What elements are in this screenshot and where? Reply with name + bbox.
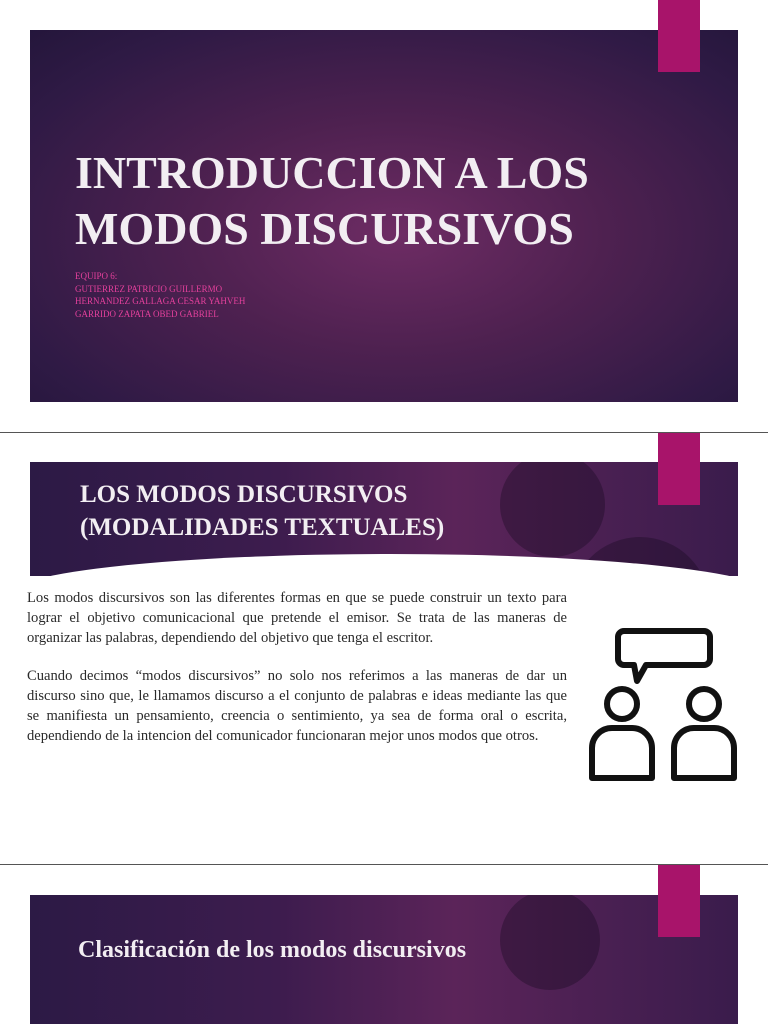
team-member: GARRIDO ZAPATA OBED GABRIEL — [75, 308, 219, 319]
team-member: HERNANDEZ GALLAGA CESAR YAHVEH — [75, 296, 246, 306]
team-label: EQUIPO 6: — [75, 271, 118, 281]
paragraph: Los modos discursivos son las diferentes formas en que se puede construir un texto para lograr el objetivo comunicacional que pretende el emisor. Se trata de las maneras de organizar las palabras, dependiendo del objetivo que tenga el escritor. — [27, 590, 567, 647]
paragraph: Cuando decimos “modos discursivos” no solo nos referimos a las maneras de dar un discurso sino que, le llamamos discurso a el conjunto de palabras e ideas mediante las que se manifiesta un pensamiento, creencia o sentimiento, ya sea de forma oral o escrita, dependiendo de la intencion del comunicador funcionaran mejor unos modos que otros. — [27, 667, 567, 745]
title-slide — [0, 0, 768, 432]
team-member: GUTIERREZ PATRICIO GUILLERMO — [75, 283, 223, 294]
slide-heading: Clasificación de los modos discursivos — [78, 937, 467, 963]
title-line: MODOS DISCURSIVOS — [75, 203, 574, 254]
conversation-people-icon — [582, 613, 742, 783]
accent-tab — [658, 865, 700, 937]
decor-circle — [500, 895, 600, 990]
body-text — [27, 588, 567, 763]
content-slide — [0, 433, 768, 864]
team-members — [75, 270, 245, 320]
title-line: INTRODUCCION A LOS — [75, 147, 589, 198]
accent-tab — [658, 433, 700, 505]
section-slide — [0, 865, 768, 1024]
heading-line: LOS MODOS DISCURSIVOS — [80, 481, 408, 508]
accent-tab — [658, 0, 700, 72]
heading-line: (MODALIDADES TEXTUALES) — [80, 514, 445, 541]
presentation-title — [75, 145, 695, 257]
slide-heading — [80, 478, 640, 544]
